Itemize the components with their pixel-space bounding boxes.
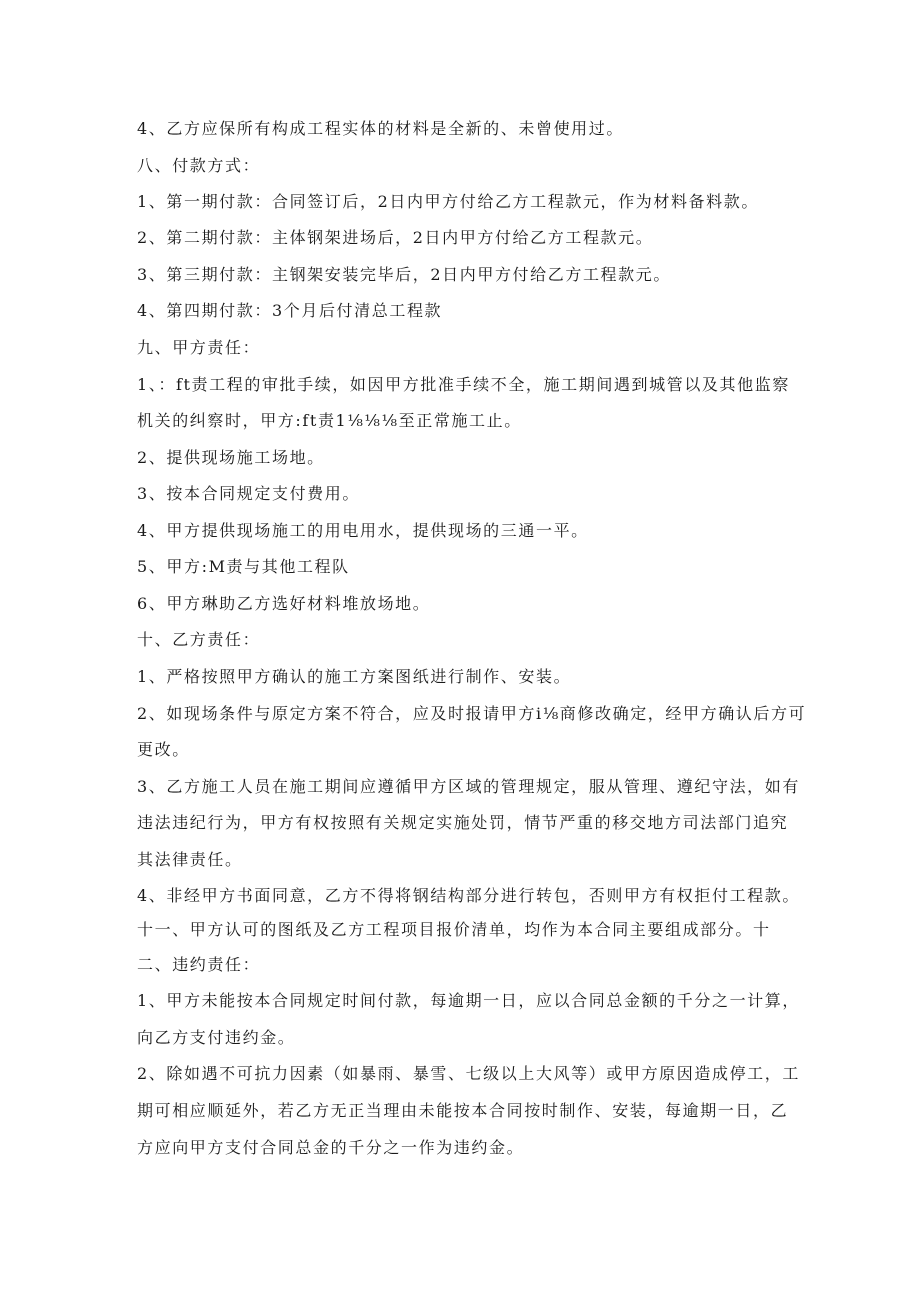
text-line: 4、甲方提供现场施工的用电用水，提供现场的三通一平。 <box>137 521 589 540</box>
text-line: 其法律责任。 <box>137 850 243 869</box>
section-heading: 二、违约责任： <box>137 955 261 974</box>
text-line: 3、第三期付款：主钢架安装完毕后，2日内甲方付给乙方工程款元。 <box>137 265 671 284</box>
text-line: 2、第二期付款：主体钢架进场后，2日内甲方付给乙方工程款元。 <box>137 228 654 247</box>
text-line: 1、：ft责工程的审批手续，如因甲方批准手续不全，施工期间遇到城管以及其他监察 <box>137 375 790 394</box>
text-line: 2、如现场条件与原定方案不符合，应及时报请甲方i⅛商修改确定，经甲方确认后方可 <box>137 704 807 723</box>
section-heading: 十、乙方责任： <box>137 630 261 649</box>
text-line: 违法违纪行为，甲方有权按照有关规定实施处罚，情节严重的移交地方司法部门追究 <box>137 813 789 832</box>
text-line: 5、甲方:M责与其他工程队 <box>137 557 350 576</box>
text-line: 机关的纠察时，甲方:ft责1⅛⅛⅛至正常施工止。 <box>137 411 522 430</box>
text-line: 方应向甲方支付合同总金的千分之一作为违约金。 <box>137 1138 525 1157</box>
text-line: 6、甲方琳助乙方选好材料堆放场地。 <box>137 594 431 613</box>
text-line: 4、非经甲方书面同意，乙方不得将钢结构部分进行转包，否则甲方有权拒付工程款。 <box>137 886 800 905</box>
text-line: 1、第一期付款：合同签订后，2日内甲方付给乙方工程款元，作为材料备料款。 <box>137 192 759 211</box>
text-line: 3、乙方施工人员在施工期间应遵循甲方区域的管理规定，服从管理、遵纪守法，如有 <box>137 777 800 796</box>
text-line: 4、第四期付款：3个月后付清总工程款 <box>137 301 443 320</box>
text-line: 2、除如遇不可抗力因素（如暴雨、暴雪、七级以上大风等）或甲方原因造成停工，工 <box>137 1064 800 1083</box>
text-line: 向乙方支付违约金。 <box>137 1028 296 1047</box>
text-line: 4、乙方应保所有构成工程实体的材料是全新的、未曾使用过。 <box>137 119 624 138</box>
text-line: 1、严格按照甲方确认的施工方案图纸进行制作、安装。 <box>137 667 572 686</box>
text-line: 十一、甲方认可的图纸及乙方工程项目报价清单，均作为本合同主要组成部分。十 <box>137 920 771 939</box>
section-heading: 八、付款方式： <box>137 156 261 175</box>
section-heading: 九、甲方责任： <box>137 338 261 357</box>
text-line: 期可相应顺延外，若乙方无正当理由未能按本合同按时制作、安装，每逾期一日，乙 <box>137 1101 789 1120</box>
text-line: 更改。 <box>137 740 190 759</box>
text-line: 2、提供现场施工场地。 <box>137 448 325 467</box>
text-line: 1、甲方未能按本合同规定时间付款，每逾期一日，应以合同总金额的千分之一计算， <box>137 991 800 1010</box>
text-line: 3、按本合同规定支付费用。 <box>137 484 360 503</box>
